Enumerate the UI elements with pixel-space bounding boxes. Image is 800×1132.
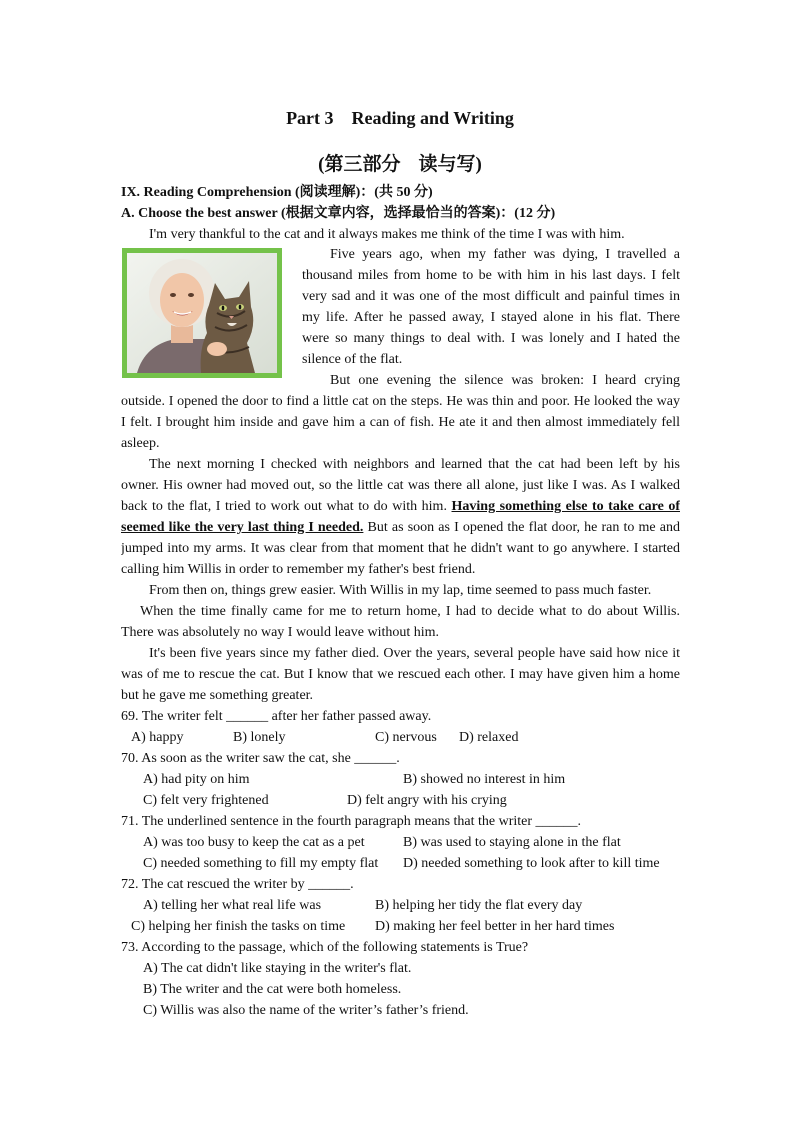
text-line: jumped into my arms. It was clear from that moment that he didn't want to go anywhere. I started [121, 541, 680, 556]
q72-option-b[interactable]: B) helping her tidy the flat every day [375, 898, 583, 913]
q69-option-b[interactable]: B) lonely [233, 730, 286, 745]
q71-option-a[interactable]: A) was too busy to keep the cat as a pet [143, 835, 365, 850]
text-line: There was absolutely no way I would leave without him. [121, 625, 440, 640]
part-title-cn-b: 读与写) [418, 154, 482, 175]
question-70-stem: 70. As soon as the writer saw the cat, she ______. [121, 751, 400, 766]
text-line: It's been five years since my father died. Over the years, several people have said how nice it [149, 646, 680, 661]
text-line: From then on, things grew easier. With Willis in my lap, time seemed to pass much faster. [149, 583, 652, 598]
part-title-cn-a: (第三部分 [318, 154, 401, 175]
text-line: very sad and it was one of the most difficult and painful times in [302, 289, 680, 304]
text-line: were so many things to deal with. I was lonely and I hated the [302, 331, 680, 346]
text-line: When the time finally came for me to return home, I had to decide what to do about Willis. [140, 604, 680, 619]
text-line: thousand miles from home to be with him in his last days. I felt [302, 268, 680, 283]
text-line: The next morning I checked with neighbors and learned that the cat had been left by his [149, 457, 680, 472]
text-line: But one evening the silence was broken: I heard crying [330, 373, 680, 388]
text-line: I felt. I brought him inside and gave him a can of fish. He ate it and then almost immediately fell [121, 415, 680, 430]
woman-with-cat-illustration [127, 253, 277, 373]
q73-option-b[interactable]: B) The writer and the cat were both homeless. [143, 982, 402, 997]
part-title-chinese [0, 149, 800, 176]
part-title [0, 108, 800, 129]
question-69-stem: 69. The writer felt ______ after her father passed away. [121, 709, 432, 724]
text-line: my life. After he passed away, I stayed alone in his flat. There [302, 310, 680, 325]
text-line: but he gave me something greater. [121, 688, 314, 703]
text-line: Five years ago, when my father was dying, I travelled a [330, 247, 680, 262]
q73-option-c[interactable]: C) Willis was also the name of the writer’s father’s friend. [143, 1003, 469, 1018]
part-number: Part 3 [286, 108, 334, 128]
section-heading: IX. Reading Comprehension (阅读理解)：(共 50 分) [121, 185, 433, 200]
q70-option-d[interactable]: D) felt angry with his crying [347, 793, 507, 808]
q72-option-c[interactable]: C) helping her finish the tasks on time [131, 919, 346, 934]
q71-option-c[interactable]: C) needed something to fill my empty flat [143, 856, 379, 871]
q73-option-a[interactable]: A) The cat didn't like staying in the writer's flat. [143, 961, 412, 976]
q71-option-b[interactable]: B) was used to staying alone in the flat [403, 835, 621, 850]
q71-option-d[interactable]: D) needed something to look after to kill time [403, 856, 660, 871]
woman-with-cat-photo [122, 248, 282, 378]
question-73-stem: 73. According to the passage, which of the following statements is True? [121, 940, 529, 955]
text-line: owner. His owner had moved out, so the little cat was there all alone, just like I was. As I walked [121, 478, 680, 493]
q70-option-a[interactable]: A) had pity on him [143, 772, 250, 787]
q72-option-a[interactable]: A) telling her what real life was [143, 898, 322, 913]
underlined-sentence-part-1: Having something else to take care of [451, 499, 680, 514]
q70-option-b[interactable]: B) showed no interest in him [403, 772, 566, 787]
q70-option-c[interactable]: C) felt very frightened [143, 793, 269, 808]
text-line: asleep. [121, 436, 160, 451]
q69-option-a[interactable]: A) happy [131, 730, 184, 745]
question-71-stem: 71. The underlined sentence in the fourth paragraph means that the writer ______. [121, 814, 582, 829]
underlined-sentence-part-2: seemed like the very last thing I needed. [121, 520, 364, 535]
part-name: Reading and Writing [351, 108, 514, 128]
text-line: outside. I opened the door to find a little cat on the steps. He was thin and poor. He looked the way [121, 394, 680, 409]
paragraph-1 [302, 244, 680, 391]
text-line: was of me to rescue the cat. But I know that we rescued each other. I may have given him a home [121, 667, 680, 682]
text-line [121, 517, 680, 538]
text-run: But as soon as I opened the flat door, he ran to me and [363, 520, 680, 535]
q72-option-d[interactable]: D) making her feel better in her hard times [375, 919, 615, 934]
text-run: back to the flat, I tried to work out what to do with him. [121, 499, 452, 514]
text-line [121, 496, 680, 517]
text-line: calling him Willis in order to remember my father's best friend. [121, 562, 476, 577]
q69-option-d[interactable]: D) relaxed [459, 730, 519, 745]
question-72-stem: 72. The cat rescued the writer by ______. [121, 877, 354, 892]
section-subheading: A. Choose the best answer (根据文章内容，选择最恰当的答案)：(12 分) [121, 206, 556, 221]
q69-option-c[interactable]: C) nervous [375, 730, 437, 745]
passage-intro: I'm very thankful to the cat and it always makes me think of the time I was with him. [149, 227, 625, 242]
text-line: silence of the flat. [302, 352, 403, 367]
